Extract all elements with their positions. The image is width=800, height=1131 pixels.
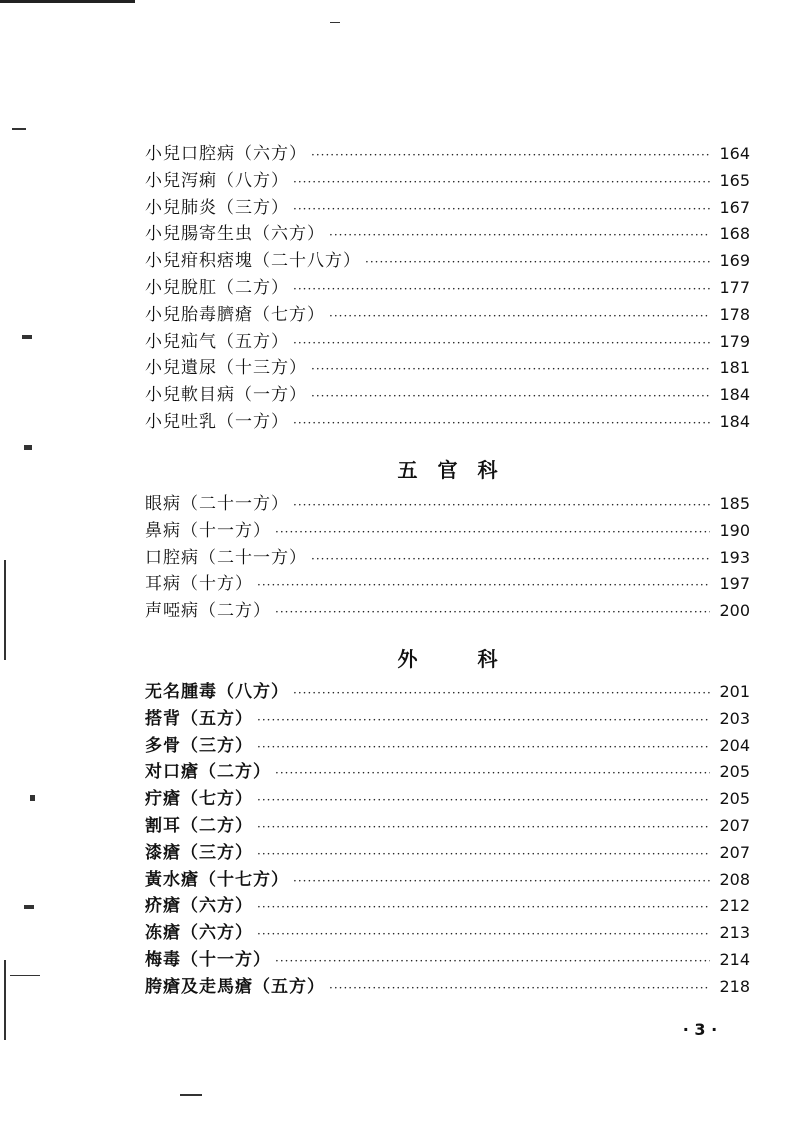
toc-entry bbox=[145, 491, 750, 518]
dot-leader bbox=[275, 599, 710, 626]
toc-section-pediatrics bbox=[145, 141, 750, 436]
entry-title: 耳病（十方） bbox=[145, 574, 253, 595]
entry-page: 213 bbox=[719, 923, 750, 943]
entry-title: 冻瘡（六方） bbox=[145, 923, 253, 944]
entry-title: 眼病（二十一方） bbox=[145, 494, 289, 514]
dot-leader bbox=[293, 276, 710, 303]
dot-leader bbox=[293, 196, 710, 223]
entry-title: 小兒腸寄生虫（六方） bbox=[145, 224, 325, 245]
toc-entry bbox=[145, 974, 750, 1001]
entry-page: 169 bbox=[719, 251, 750, 271]
entry-page: 212 bbox=[719, 896, 750, 916]
toc-entry bbox=[145, 571, 750, 598]
entry-page: 165 bbox=[719, 170, 750, 190]
dot-leader bbox=[257, 787, 710, 814]
entry-title: 胯瘡及走馬瘡（五方） bbox=[145, 976, 325, 997]
entry-title: 小兒軟目病（一方） bbox=[145, 385, 307, 406]
entry-title: 口腔病（二十一方） bbox=[145, 547, 307, 568]
toc-entry bbox=[145, 355, 750, 382]
entry-page: 197 bbox=[719, 574, 750, 594]
entry-page: 203 bbox=[719, 708, 750, 728]
entry-title: 无名腫毒（八方） bbox=[145, 682, 289, 702]
entry-title: 对口瘡（二方） bbox=[145, 762, 271, 783]
entry-page: 164 bbox=[719, 144, 750, 163]
dot-leader bbox=[311, 546, 710, 573]
dot-leader bbox=[329, 303, 710, 330]
entry-page: 185 bbox=[719, 494, 750, 513]
dot-leader bbox=[257, 734, 710, 761]
toc-entry bbox=[145, 302, 750, 329]
toc-entry bbox=[145, 518, 750, 545]
entry-page: 190 bbox=[719, 520, 750, 540]
scan-mark bbox=[24, 905, 34, 909]
entry-title: 小兒遺尿（十三方） bbox=[145, 358, 307, 379]
dot-leader bbox=[257, 572, 710, 599]
toc-entry bbox=[145, 598, 750, 625]
entry-title: 搭背（五方） bbox=[145, 708, 253, 729]
entry-page: 204 bbox=[719, 735, 750, 755]
toc-entry bbox=[145, 706, 750, 733]
section-heading: 五 官 科 bbox=[397, 458, 498, 482]
entry-page: 201 bbox=[719, 682, 750, 701]
section-heading: 外 科 bbox=[397, 647, 498, 671]
toc-entry bbox=[145, 275, 750, 302]
entry-page: 208 bbox=[719, 869, 750, 889]
entry-page: 214 bbox=[719, 949, 750, 969]
entry-page: 193 bbox=[719, 547, 750, 567]
dot-leader bbox=[329, 222, 710, 249]
toc-entry bbox=[145, 221, 750, 248]
toc-entry bbox=[145, 840, 750, 867]
scan-mark bbox=[330, 22, 340, 23]
toc-section-surgery bbox=[145, 679, 750, 1001]
toc-entry bbox=[145, 733, 750, 760]
entry-page: 181 bbox=[719, 358, 750, 378]
dot-leader bbox=[293, 169, 710, 196]
dot-leader bbox=[311, 142, 710, 169]
dot-leader bbox=[329, 975, 710, 1002]
toc-entry bbox=[145, 893, 750, 920]
scan-mark bbox=[180, 1094, 202, 1096]
toc-entry bbox=[145, 168, 750, 195]
scan-mark bbox=[22, 335, 32, 339]
toc-entry bbox=[145, 679, 750, 706]
dot-leader bbox=[293, 492, 710, 519]
toc-entry bbox=[145, 141, 750, 168]
toc-entry bbox=[145, 195, 750, 222]
entry-title: 梅毒（十一方） bbox=[145, 949, 271, 970]
entry-page: 207 bbox=[719, 842, 750, 862]
entry-title: 割耳（二方） bbox=[145, 815, 253, 836]
dot-leader bbox=[293, 330, 710, 357]
entry-title: 小兒吐乳（一方） bbox=[145, 411, 289, 432]
scan-mark bbox=[12, 128, 26, 130]
entry-title: 小兒脫肛（二方） bbox=[145, 277, 289, 298]
scan-mark bbox=[30, 795, 35, 801]
dot-leader bbox=[257, 841, 710, 868]
toc-section-five-senses bbox=[145, 491, 750, 625]
entry-title: 多骨（三方） bbox=[145, 735, 253, 756]
dot-leader bbox=[365, 249, 710, 276]
entry-page: 205 bbox=[719, 789, 750, 809]
entry-page: 179 bbox=[719, 331, 750, 351]
entry-title: 小兒口腔病（六方） bbox=[145, 144, 307, 164]
toc-entry bbox=[145, 329, 750, 356]
scan-mark bbox=[10, 975, 40, 976]
entry-page: 184 bbox=[719, 411, 750, 431]
dot-leader bbox=[293, 680, 710, 707]
entry-title: 小兒疳积痞塊（二十八方） bbox=[145, 251, 361, 272]
entry-title: 小兒疝气（五方） bbox=[145, 331, 289, 352]
entry-page: 168 bbox=[719, 224, 750, 244]
entry-title: 鼻病（十一方） bbox=[145, 520, 271, 541]
entry-page: 178 bbox=[719, 304, 750, 324]
dot-leader bbox=[257, 921, 710, 948]
toc-entry bbox=[145, 813, 750, 840]
toc-entry bbox=[145, 248, 750, 275]
dot-leader bbox=[257, 707, 710, 734]
toc-entry bbox=[145, 382, 750, 409]
dot-leader bbox=[257, 814, 710, 841]
toc-entry bbox=[145, 759, 750, 786]
toc-entry bbox=[145, 545, 750, 572]
dot-leader bbox=[311, 356, 710, 383]
dot-leader bbox=[293, 410, 710, 437]
entry-title: 疥瘡（六方） bbox=[145, 896, 253, 917]
entry-page: 167 bbox=[719, 197, 750, 217]
entry-page: 177 bbox=[719, 277, 750, 297]
entry-title: 小兒泻痢（八方） bbox=[145, 170, 289, 191]
toc-entry bbox=[145, 786, 750, 813]
scan-mark bbox=[4, 560, 6, 660]
entry-title: 声啞病（二方） bbox=[145, 601, 271, 622]
dot-leader bbox=[275, 519, 710, 546]
entry-page: 200 bbox=[719, 601, 750, 621]
entry-title: 小兒肺炎（三方） bbox=[145, 197, 289, 218]
dot-leader bbox=[275, 760, 710, 787]
entry-title: 漆瘡（三方） bbox=[145, 842, 253, 863]
page-number: · 3 · bbox=[682, 1020, 718, 1039]
entry-page: 207 bbox=[719, 815, 750, 835]
dot-leader bbox=[311, 383, 710, 410]
entry-page: 205 bbox=[719, 762, 750, 782]
entry-title: 黃水瘡（十七方） bbox=[145, 869, 289, 890]
toc-entry bbox=[145, 920, 750, 947]
toc-entry bbox=[145, 409, 750, 436]
entry-title: 小兒胎毒臍瘡（七方） bbox=[145, 304, 325, 325]
dot-leader bbox=[257, 894, 710, 921]
scan-mark bbox=[24, 445, 32, 450]
dot-leader bbox=[275, 948, 710, 975]
top-rule bbox=[0, 0, 135, 3]
scan-mark bbox=[4, 960, 6, 1040]
entry-page: 218 bbox=[719, 976, 750, 996]
entry-page: 184 bbox=[719, 385, 750, 405]
dot-leader bbox=[293, 868, 710, 895]
toc-entry bbox=[145, 947, 750, 974]
toc-entry bbox=[145, 867, 750, 894]
entry-title: 疔瘡（七方） bbox=[145, 789, 253, 810]
